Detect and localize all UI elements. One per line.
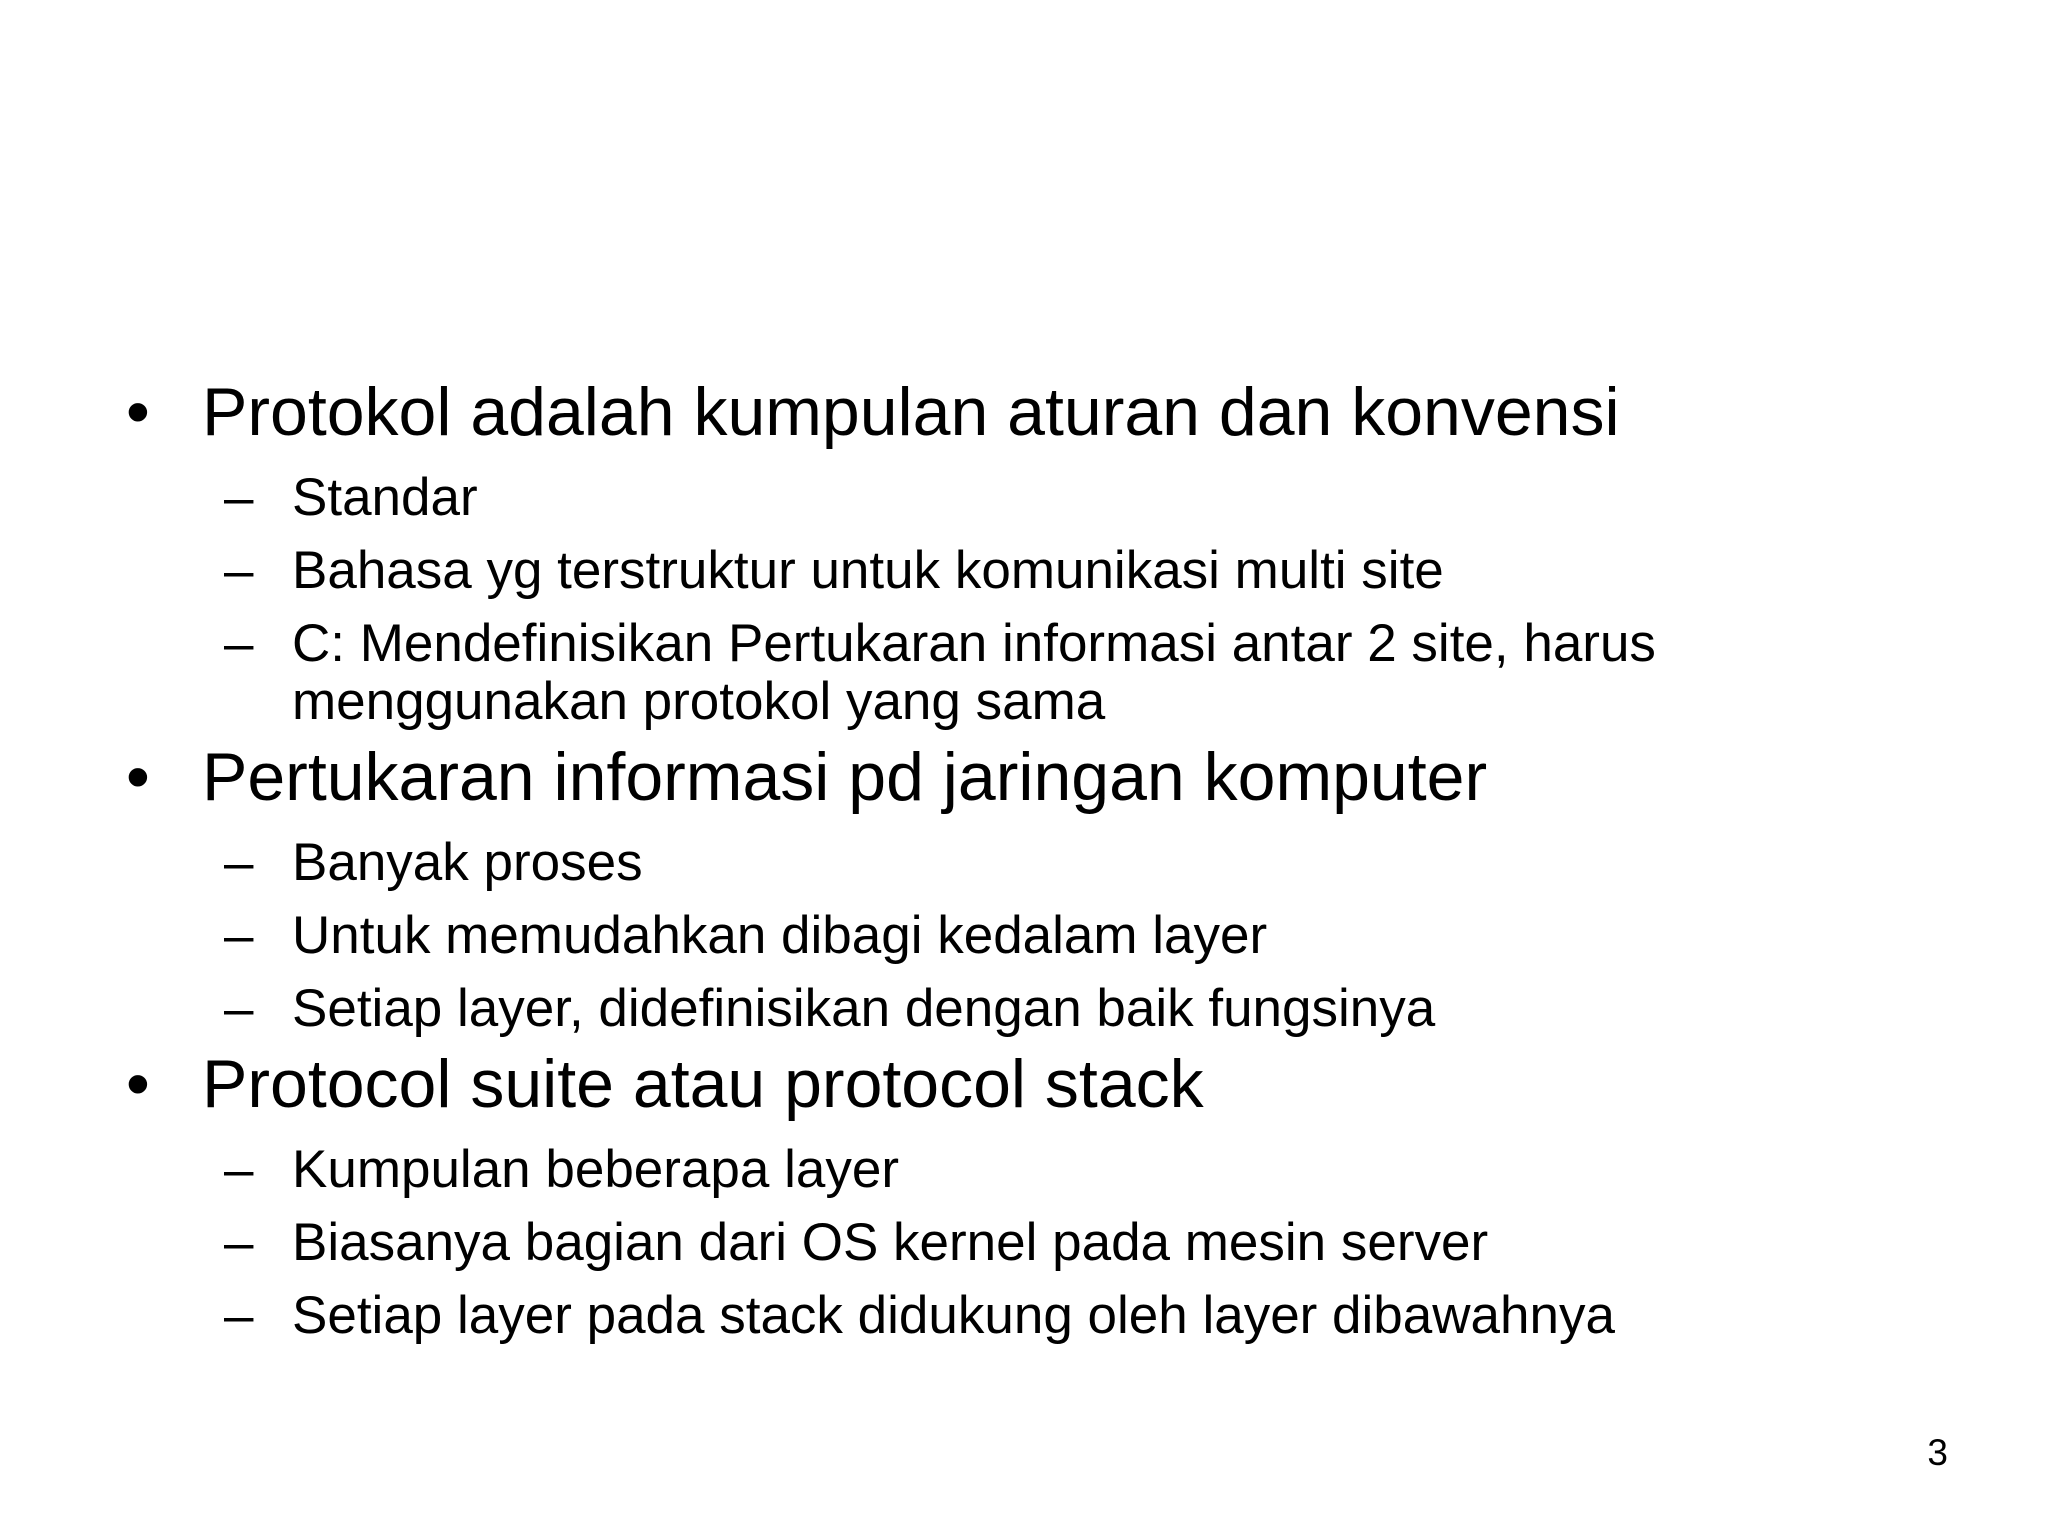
sub-list xyxy=(126,1141,1846,1345)
dash-marker: – xyxy=(224,979,254,1038)
sub-text: C: Mendefinisikan Pertukaran informasi antar 2 site, harus menggunakan protokol yang sama xyxy=(292,614,1656,731)
bullet-marker: • xyxy=(126,374,150,450)
sub-text: Bahasa yg terstruktur untuk komunikasi multi site xyxy=(292,541,1444,600)
dash-marker: – xyxy=(224,833,254,892)
sub-text: Banyak proses xyxy=(292,833,643,892)
bullet-marker: • xyxy=(126,1046,150,1122)
sub-text: Setiap layer pada stack didukung oleh layer dibawahnya xyxy=(292,1286,1615,1345)
sub-text: Kumpulan beberapa layer xyxy=(292,1140,899,1199)
sub-item xyxy=(126,980,1846,1038)
page-number: 3 xyxy=(1927,1432,1948,1473)
sub-list xyxy=(126,834,1846,1038)
bullet-text: Pertukaran informasi pd jaringan komputer xyxy=(202,739,1488,815)
sub-item xyxy=(126,834,1846,892)
bullet-item xyxy=(126,735,1846,819)
dash-marker: – xyxy=(224,1140,254,1199)
bullet-marker: • xyxy=(126,739,150,815)
dash-marker: – xyxy=(224,541,254,600)
sub-text: Standar xyxy=(292,468,478,527)
bullet-item xyxy=(126,370,1846,454)
sub-item xyxy=(126,907,1846,965)
sub-item xyxy=(126,1287,1846,1345)
bullet-text: Protokol adalah kumpulan aturan dan konvensi xyxy=(202,374,1620,450)
sub-text: Setiap layer, didefinisikan dengan baik fungsinya xyxy=(292,979,1436,1038)
sub-text: Untuk memudahkan dibagi kedalam layer xyxy=(292,906,1268,965)
sub-item xyxy=(126,542,1846,600)
sub-item xyxy=(126,469,1846,527)
dash-marker: – xyxy=(224,906,254,965)
sub-list xyxy=(126,469,1846,731)
dash-marker: – xyxy=(224,1213,254,1272)
sub-text: Biasanya bagian dari OS kernel pada mesin server xyxy=(292,1213,1489,1272)
dash-marker: – xyxy=(224,614,254,673)
dash-marker: – xyxy=(224,1286,254,1345)
sub-item xyxy=(126,1214,1846,1272)
bullet-item xyxy=(126,1042,1846,1126)
bullet-list xyxy=(126,370,1846,1349)
sub-item xyxy=(126,1141,1846,1199)
sub-item xyxy=(126,615,1846,731)
bullet-text: Protocol suite atau protocol stack xyxy=(202,1046,1204,1122)
dash-marker: – xyxy=(224,468,254,527)
